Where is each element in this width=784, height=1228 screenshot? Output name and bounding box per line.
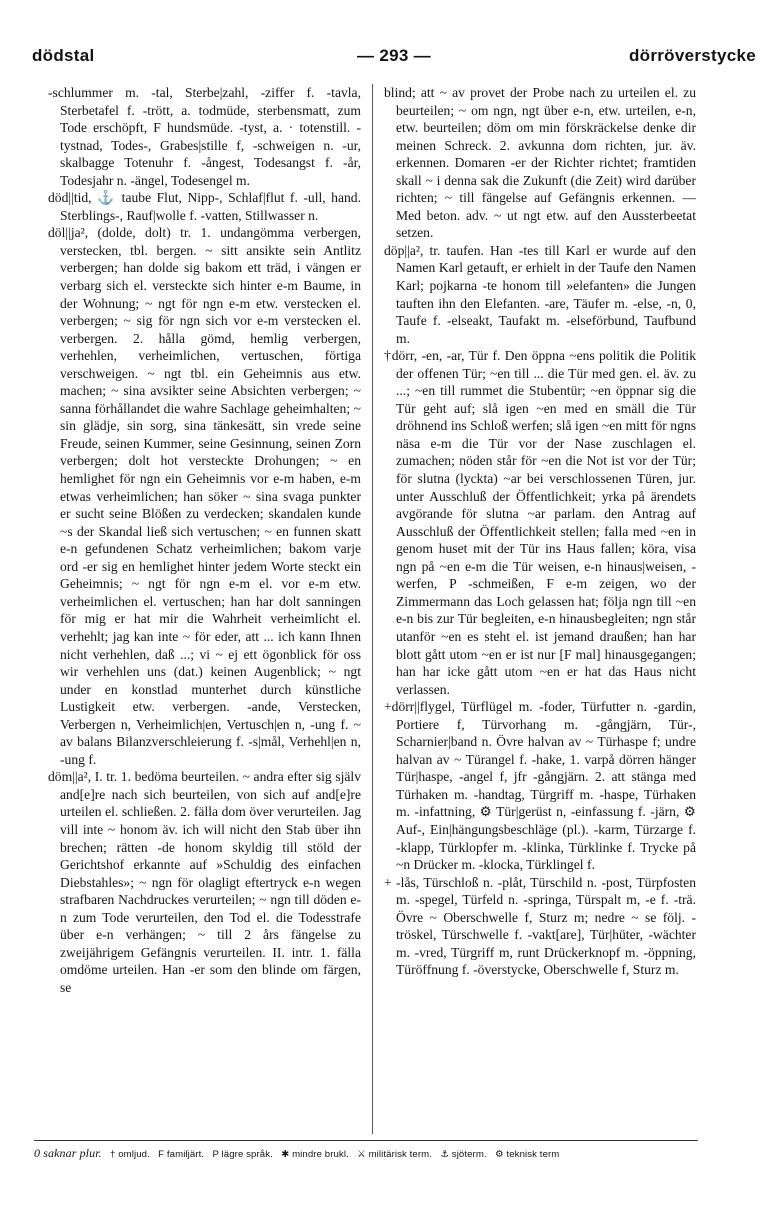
legend-familiar: F familjärt. [158, 1149, 205, 1160]
legend-umlaut: † omljud. [110, 1149, 150, 1160]
entry-doma: döm||a², I. tr. 1. bedöma beurteilen. ~ andra efter sig själv and[e]re nach sich beurteilen, von sich auf and[e]re urteilen el. schließen. 2. fälla dom över verurteilen. Jag vill inte ~ honom äv. ich will nicht den Stab über ihn brechen; rätten -de honom skyldig till stöld der Gerichtshof erkannte auf »Schuldig des einfachen Diebstahles»; ~ ngn för olagligt eftertryck e-n wegen strafbaren Nachdruckes verurteilen; ~ ngn till döden e-n zum Tode verurteilen, den Tod el. die Todesstrafe über e-n verhängen; ~ till 2 års fängelse zu zweijährigem Gefängnis verurteilen. II. intr. 1. fälla omdöme urteilen. Han -er som den blinde om färgen, se [48, 769, 361, 995]
entry-dorrflygel: +dörr||flygel, Türflügel m. -foder, Türfutter n. -gardin, Portiere f, Türvorhang m. -gångjärn, Tür-, Scharnier|band n. Övre halvan av ~ Türhaspe f; undre halvan av ~ Türangel f. -hake, 1. varpå dörren hänger Tür|haspe, -angel f, jfr -gångjärn. 2. att stänga med Türhaken m. -handtag, Türgriff m. -haspe, Türhaken m. -infattning, ⚙ Tür|gerüst n, -einfassung f. -järn, ⚙ Auf-, Ein|hängungsbeschläge (pl.). -karm, Türzarge f. -klapp, Türklopfer m. -klinka, Türklinke f. Trycke på ~n Drücker m. -klocka, Türklingel f. [384, 699, 696, 873]
entry-dodtid: död||tid, ⚓ taube Flut, Nipp-, Schlaf|flut f. -ull, hand. Sterblings-, Rauf|wolle f. -vatten, Stillwasser n. [48, 190, 361, 223]
entry-dolja: döl||ja², (dolde, dolt) tr. 1. undangömma verbergen, verstecken, tbl. bergen. ~ sitt ansikte sein Antlitz verbergen; han dolde sig bakom ett träd, i vängen er verbarg sich el. versteckte sich hinter e-m Baume, in der Wohnung; ~ ngt för ngn e-m etw. verstecken el. verbergen; ~ sig för ngn sich vor e-m verstecken el. verbergen. 2. hålla gömd, hemlig verbergen, verhehlen, verheimlichen, vertuschen, förtiga verschweigen. ~ ngt tbl. ein Geheimnis aus etw. machen; ~ sina avsikter seine Absichten verbergen; ~ sanna förhållandet die wahre Sachlage geheimhalten; ~ sin glädje, sin sorg, sina tänkesätt, sin vrede seine Freude, seinen Kummer, seine Gesinnung, seinen Zorn verbergen; dolt hot versteckte Drohungen; ~ en hemlighet för ngn ein Geheimnis vor e-m haben, e-m etwas verheimlichen; han söker ~ sina svaga punkter er sucht seine Blößen zu verdecken; skandalen kunde ~s der Skandal ließ sich vertuschen; ~ en funnen skatt e-n gefundenen Schatz verheimlichen; bakom varje ord -er sig en hemlighet hinter jedem Worte steckt ein Geheimnis; ~ ngt för ngn e-m el. vor e-m etw. verheimlichen el. vertuschen; han har dolt sanningen för mig er hat mir die Wahrheit verheimlicht el. verhehlt; jag kan inte ~ för eder, att ... ich kann Ihnen nicht verhehlen, daß ...; vi ~ ej ett ögonblick för oss wir verhehlen uns (dat.) keinen Augenblick; ~ ngt under en konstlad munterhet durch künstliche Lustigkeit etw. verbergen. -ande, Verstecken, Verbergen n, Verheimlich|en, Vertusch|en n, -ung f. ~ av balans Bilanzverschleierung f. -s|mål, Verhehl|en n, -ung f. [48, 225, 361, 767]
legend-nautical-term: ⚓ sjöterm. [440, 1149, 487, 1160]
legend-less-used: ✱ mindre brukl. [281, 1149, 349, 1160]
entry-doma-continued: blind; att ~ av provet der Probe nach zu urteilen el. zu beurteilen; ~ om ngn, ngt über e-n, etw. urteilen, e-n, etw. beurteilen; döm om min förskräckelse denke dir meinen Schreck. 2. avkunna dom richten, jur. äv. erkennen. Domaren -er der Richter richtet; framtiden skall ~ i denna sak die Zukunft (die Zeit) wird darüber richten; ~ till fängelse auf Gefängnis erkennen. — Med beton. adv. ~ ut ngt etw. auf den Aussterbeetat setzen. [384, 85, 696, 241]
left-column [48, 84, 361, 1140]
legend-military-term: ⚔ militärisk term. [357, 1149, 433, 1160]
entry-dorrlas: + -lås, Türschloß n. -plåt, Türschild n. -post, Türpfosten m. -spegel, Türfeld n. -springa, Türspalt m, -e f. -trä. Övre ~ Oberschwelle f, Sturz m; nedre ~ se följ. -tröskel, Türschwelle f. -vakt[are], Tür|hüter, -wächter m. -vred, Türgriff m, runt Drückerknopf m. -öppning, Türöffnung f. -överstycke, Oberschwelle f, Sturz m. [384, 874, 696, 978]
entry-dopa: döp||a², tr. taufen. Han -tes till Karl er wurde auf den Namen Karl getauft, er erhielt in der Taufe den Namen Karl; pojkarna -te honom till »elefanten» die Jungen tauften ihn den Elefanten. -are, Täufer m. -else, -n, 0, Taufe f. -elseakt, Taufakt m. -elseförbund, Taufbund m. [384, 242, 696, 346]
column-divider [372, 84, 373, 1134]
right-column [384, 84, 696, 1140]
entry-dodsschlummer: -schlummer m. -tal, Sterbe|zahl, -ziffer f. -tavla, Sterbetafel f. -trött, a. todmüde, sterbensmatt, zum Tode erschöpft, F hundsmüde. -tyst, a. · totenstill. -tystnad, Todes-, Grabes|stille f, -schweigen n. -ur, skalbagge Totenuhr f. -ångest, Todesangst f. -år, Todesjahr n. -ängel, Todesengel m. [48, 85, 361, 188]
page-number: — 293 — [357, 46, 431, 65]
legend-no-plural: 0 saknar plur. [34, 1146, 102, 1160]
entry-dorr: †dörr, -en, -ar, Tür f. Den öppna ~ens politik die Politik der offenen Tür; ~en till ... die Tür med gen. el. äv. zu ...; ~en till rummet die Stubentür; ~en öppnar sig die Tür geht auf; slå igen ~en med en smäll die Tür dröhnend ins Schloß werfen; slå igen ~en mitt för ngns näsa e-m die Tür vor der Nase zuschlagen el. zumachen; nöden står för ~en die Not ist vor der Tür; för slutna (lyckta) ~ar bei verschlossenen Türen, jur. unter Ausschluß der Öffentlichkeit; yrka på ärendets avgörande för slutna ~ar parlam. den Antrag auf Ausschluß der Öffentlichkeit stellen; falla med ~en in genom huset mit der Tür ins Haus fallen; köra, visa ngn på ~en e-m die Tür weisen, e-n hinaus|weisen, -werfen, P -schmeißen, F e-m zeigen, wo der Zimmermann das Loch gelassen hat; följa ngn till ~en e-n bis zur Tür begleiten, e-n hinausbegleiten; ngn står utanför ~en es steht el. ist jemand draußen; han har blott gått utom ~en er ist nur [F mal] hinausgegangen; han har icke gått utom ~en er hat das Haus nicht verlassen. [384, 348, 696, 697]
header-last-entry: dörröverstycke [628, 46, 756, 65]
footnote-rule [34, 1140, 698, 1141]
header-first-entry: dödstal [32, 46, 95, 65]
legend-technical-term: ⚙ teknisk term [495, 1149, 560, 1160]
page-header [32, 46, 756, 72]
legend-lower-language: P lägre språk. [212, 1149, 273, 1160]
abbreviation-legend [34, 1146, 714, 1166]
